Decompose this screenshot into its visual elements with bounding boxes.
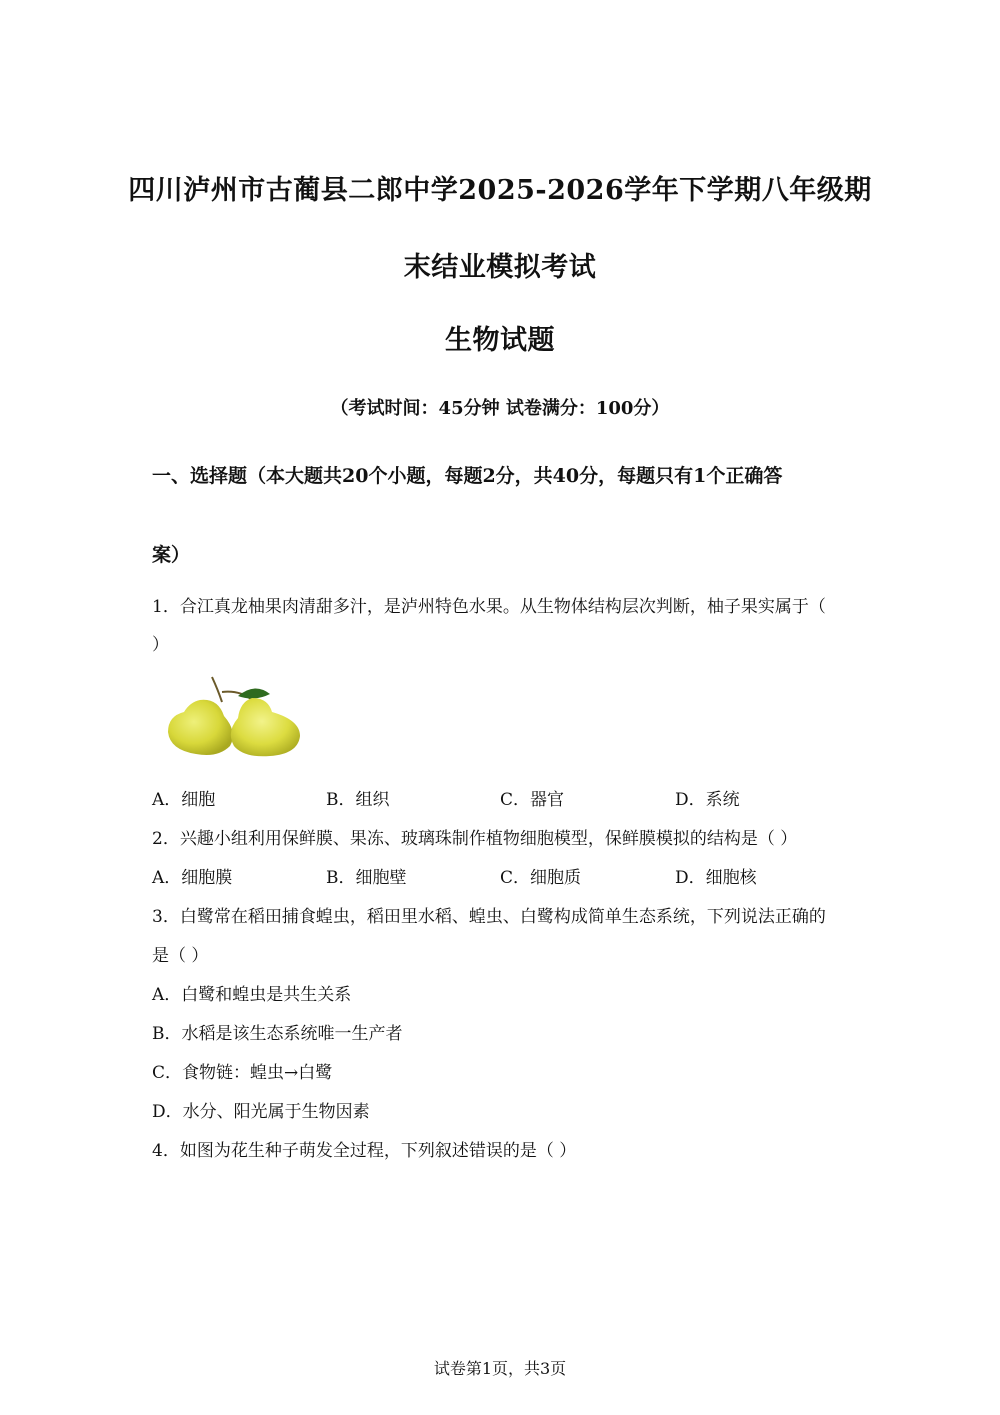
question-3-stem-cont: 是（ ） [152,946,209,966]
question-3-option-c: C．食物链：蝗虫→白鹭 [152,1063,333,1083]
question-1-stem-cont: ） [152,635,169,655]
subject-title: 生物试题 [445,325,555,356]
question-2-option-d: D．细胞核 [675,868,757,888]
question-1-option-d: D．系统 [675,790,740,810]
pomelo-image [160,672,310,762]
question-3-option-b: B．水稻是该生态系统唯一生产者 [152,1024,403,1044]
question-2-stem: 2．兴趣小组利用保鲜膜、果冻、玻璃珠制作植物细胞模型，保鲜膜模拟的结构是（ ） [152,829,798,849]
section-heading-line1: 一、选择题（本大题共20个小题，每题2分，共40分，每题只有1个正确答 [152,465,783,487]
section-heading-line2: 案） [152,544,191,566]
question-2-option-b: B．细胞壁 [326,868,407,888]
exam-title-line1: 四川泸州市古蔺县二郎中学2025-2026学年下学期八年级期 [128,175,872,206]
question-1-stem: 1．合江真龙柚果肉清甜多汁，是泸州特色水果。从生物体结构层次判断，柚子果实属于（ [152,597,826,617]
question-3-option-d: D．水分、阳光属于生物因素 [152,1102,370,1122]
exam-info: （考试时间：45分钟 试卷满分：100分） [330,398,670,419]
question-1-option-b: B．组织 [326,790,390,810]
question-2-option-c: C．细胞质 [500,868,582,888]
question-1-option-a: A．细胞 [152,790,216,810]
question-3-stem: 3．白鹭常在稻田捕食蝗虫，稻田里水稻、蝗虫、白鹭构成简单生态系统，下列说法正确的 [152,907,826,927]
pomelo-icon [160,672,310,762]
exam-title-line2: 末结业模拟考试 [403,252,597,283]
question-1-option-c: C．器官 [500,790,565,810]
question-2-option-a: A．细胞膜 [152,868,233,888]
question-3-option-a: A．白鹭和蝗虫是共生关系 [152,985,352,1005]
question-4-stem: 4．如图为花生种子萌发全过程，下列叙述错误的是（ ） [152,1141,577,1161]
page-footer: 试卷第1页，共3页 [433,1359,567,1378]
